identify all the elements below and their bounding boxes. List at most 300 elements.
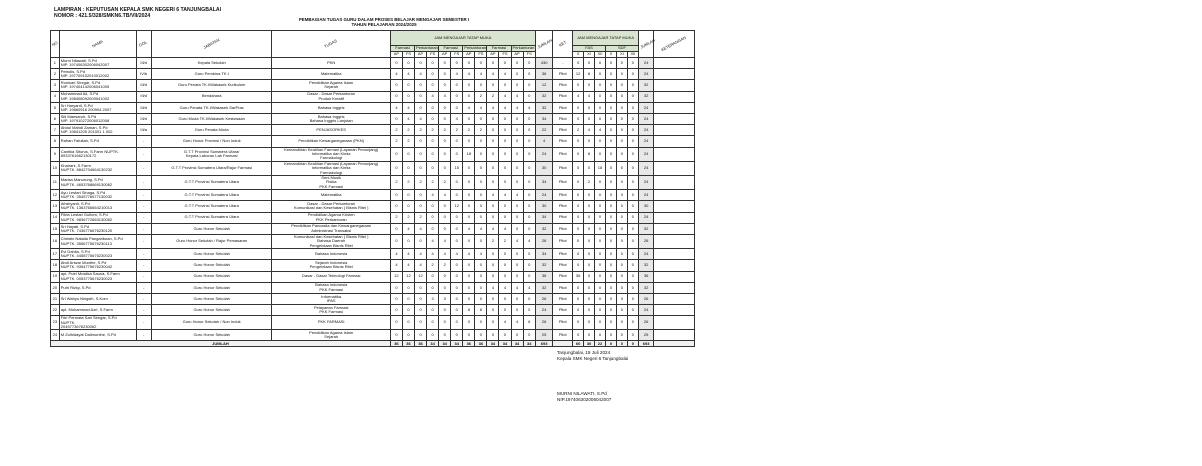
hour-cell: 4 [475, 69, 487, 80]
total-hour2-cell: 0 [605, 341, 616, 347]
col-no: NO [51, 31, 60, 58]
ket-cell: Pilot [553, 330, 573, 341]
hour-cell: 0 [511, 161, 523, 175]
hour2-cell: 0 [616, 293, 627, 304]
teacher-gol: - [136, 293, 151, 304]
hour-cell: 0 [415, 234, 427, 248]
teacher-name: Fitri Permata Sari Siregar, S.Pd NUPTK. 2045773676230062 [59, 316, 136, 330]
teacher-gol: - [136, 260, 151, 271]
hour-cell: 4 [451, 249, 463, 260]
hour2-cell: 0 [605, 161, 616, 175]
hour-cell: 0 [463, 282, 475, 293]
hour2-cell: 0 [616, 212, 627, 223]
hour2-cell: 0 [616, 190, 627, 201]
hours-total: 24 [638, 102, 653, 113]
hour2-cell: 0 [627, 58, 638, 69]
hour2-cell: 0 [616, 113, 627, 124]
hour-cell: 0 [402, 330, 414, 341]
hour-cell: 0 [402, 282, 414, 293]
teacher-name: Sri Hayati, S.Pd NUPTK. 7436776676230120 [59, 223, 136, 234]
table-row [51, 136, 695, 147]
hour-cell: 0 [451, 305, 463, 316]
total-hour-cell: 36 [475, 341, 487, 347]
hour2-cell: 8 [584, 147, 595, 161]
hour-cell: 0 [451, 223, 463, 234]
teacher-subject: Kemandirian Keahlian Farmasi (Layanan Penunjang) Informatika dan Kimia Farmakologi [272, 147, 390, 161]
hour-cell: 0 [451, 316, 463, 330]
hour2-cell: 0 [616, 175, 627, 189]
total-label: JUMLAH [51, 341, 391, 347]
total-sum: 693 [535, 341, 553, 347]
hour-cell: 2 [475, 125, 487, 136]
hour-cell: 0 [415, 190, 427, 201]
row-no: 6 [51, 113, 60, 124]
teacher-duty: Guru Honor Sekolah [151, 260, 272, 271]
hours-sum: 34 [535, 249, 553, 260]
hour2-cell: 0 [573, 80, 584, 91]
hour-cell: 2 [439, 175, 451, 189]
teacher-name: Evi Dahlia, S.Pd NUPTK. 4458775676230023 [59, 249, 136, 260]
hour-cell: 0 [390, 91, 402, 102]
teacher-name: Sri Haryanti, S.Pd NIP. 19860916 200904 2007 [59, 102, 136, 113]
teacher-duty: Bendahara [151, 91, 272, 102]
hour-cell: 0 [475, 212, 487, 223]
hour-cell: 0 [523, 330, 535, 341]
hour-cell: 0 [499, 293, 511, 304]
col-jabatan: JABATAN [151, 31, 272, 58]
teacher-subject: Bahasa Indonesia [272, 249, 390, 260]
hour-cell: 0 [390, 80, 402, 91]
teacher-subject: Seni Musik Fisika PKK Farmasi [272, 175, 390, 189]
teacher-name: Abdul Mahdi Zaman, S.Pd NIP. 19841205 201001 1 002 [59, 125, 136, 136]
hour-cell: 0 [415, 282, 427, 293]
col-nama: NAMA [59, 31, 136, 58]
keterangan-cell [654, 113, 695, 124]
hour-cell: 0 [475, 190, 487, 201]
teacher-duty: Guru Penata TK.I/Wakasek Kurikulum [151, 80, 272, 91]
teacher-gol: - [136, 330, 151, 341]
teacher-name: Siti Maesaroh, S.Pd NIP. 197910272006012008 [59, 113, 136, 124]
teacher-gol: - [136, 147, 151, 161]
hour-cell: 2 [390, 175, 402, 189]
hour2-cell: 0 [573, 175, 584, 189]
table-row [51, 330, 695, 341]
hour2-cell: 4 [584, 91, 595, 102]
hour-cell: 4 [390, 260, 402, 271]
teacher-duty: Guru Penata TK.I/Wakasek SarPras [151, 102, 272, 113]
hour-cell: 0 [511, 212, 523, 223]
hour-cell: 0 [487, 80, 499, 91]
teacher-name: Sri Wahyu Ningsih, S.Kom [59, 293, 136, 304]
hour2-cell: 4 [573, 91, 584, 102]
hour-cell: 0 [499, 249, 511, 260]
total-hour-cell: 34 [487, 341, 499, 347]
sub-col-header: FS [475, 52, 487, 58]
hours-sum: 32 [535, 223, 553, 234]
hour2-cell: 0 [595, 293, 606, 304]
hour-cell: 4 [439, 91, 451, 102]
row-no: 5 [51, 102, 60, 113]
teacher-duty: G.T.T Provinsi Sumatera Utara/Rajur Farmasi [151, 161, 272, 175]
teacher-subject: Bahasa Indonesia PKK Farmasi [272, 282, 390, 293]
hour2-cell: 0 [616, 316, 627, 330]
hour-cell: 0 [390, 113, 402, 124]
table-row [51, 190, 695, 201]
hour2-cell: 0 [584, 293, 595, 304]
hour2-cell: 0 [584, 80, 595, 91]
hour-cell: 2 [499, 234, 511, 248]
hour-cell: 0 [499, 147, 511, 161]
hour2-cell: 0 [573, 249, 584, 260]
hours-total: 24 [638, 161, 653, 175]
sub-col-header: AP [487, 52, 499, 58]
hours-total: 24 [638, 212, 653, 223]
hour2-cell: 0 [573, 212, 584, 223]
hour2-cell: 0 [595, 201, 606, 212]
hour-cell: 0 [390, 190, 402, 201]
hour2-cell: 0 [605, 69, 616, 80]
hour2-cell: 0 [627, 69, 638, 80]
teacher-subject: Sejarah Indonesia Pengelolaan Bisnis Ritel [272, 260, 390, 271]
hour-cell: 0 [439, 330, 451, 341]
hour-cell: 0 [451, 190, 463, 201]
hour2-cell: 0 [595, 282, 606, 293]
sub-col-header: FS [451, 52, 463, 58]
teacher-duty: Guru Honor Provinsi / Non Induk [151, 136, 272, 147]
keterangan-cell [654, 282, 695, 293]
hour2-cell: 0 [584, 316, 595, 330]
hour-cell: 4 [511, 234, 523, 248]
hour2-cell: 0 [584, 271, 595, 282]
sub2-col-header: XII [595, 52, 606, 58]
hour-cell: 0 [487, 58, 499, 69]
group-header: FAS [573, 46, 606, 52]
hours-sum: 36 [535, 271, 553, 282]
hour2-cell: 0 [573, 147, 584, 161]
hour2-cell: 0 [605, 330, 616, 341]
hour-cell: 0 [451, 175, 463, 189]
teacher-gol: - [136, 175, 151, 189]
ket-cell: Pilot [553, 260, 573, 271]
document-title [0, 17, 768, 27]
hour-cell: 0 [487, 201, 499, 212]
ket-cell: Pilot [553, 305, 573, 316]
hour2-cell: 0 [605, 316, 616, 330]
teacher-duty: Guru Honor Sekolah [151, 271, 272, 282]
group-header: Perkantoran [416, 45, 438, 51]
hour-cell: 0 [451, 260, 463, 271]
hour-cell: 0 [511, 305, 523, 316]
hour-cell: 0 [390, 58, 402, 69]
row-no: 18 [51, 260, 60, 271]
row-no: 11 [51, 175, 60, 189]
hour-cell: 0 [439, 271, 451, 282]
hour-cell: 0 [402, 58, 414, 69]
table-row [51, 125, 695, 136]
hour-cell: 0 [427, 161, 439, 175]
table-row [51, 260, 695, 271]
keterangan-cell [654, 190, 695, 201]
hour-cell: 0 [415, 316, 427, 330]
hours-sum: 26 [535, 293, 553, 304]
hour-cell: 4 [463, 249, 475, 260]
hour-cell: 0 [511, 330, 523, 341]
teacher-name: Fitria Lestari Gultom, S.Pd NUPTK. 9836772663130062 [59, 212, 136, 223]
teacher-duty: Guru Honor Sekolah / Non Induk [151, 316, 272, 330]
hour-cell: 4 [390, 69, 402, 80]
row-no: 24 [51, 330, 60, 341]
sub2-col-header: X [605, 52, 616, 58]
hour-cell: 0 [451, 330, 463, 341]
hour-cell: 0 [439, 223, 451, 234]
hour-cell: 0 [523, 190, 535, 201]
hour-cell: 0 [475, 175, 487, 189]
teacher-subject: PENJASORKES [272, 125, 390, 136]
teacher-subject: Pendidikan Kewarganegaraan (PKN) [272, 136, 390, 147]
hour-cell: 0 [523, 113, 535, 124]
teacher-name: Muhammad Ali, S.Pd NIP. 198408092009041002 [59, 91, 136, 102]
hour-cell: 2 [487, 234, 499, 248]
hour-cell: 0 [487, 136, 499, 147]
hour2-cell: 4 [595, 125, 606, 136]
hour-cell: 18 [463, 147, 475, 161]
hour-cell: 0 [511, 175, 523, 189]
table-row [51, 69, 695, 80]
hour-cell: 0 [415, 58, 427, 69]
hour-cell: 0 [511, 113, 523, 124]
hour2-cell: 0 [595, 316, 606, 330]
teacher-name: Cantika Sitorus, S.Farm NUPTK. 8933761662130172 [59, 147, 136, 161]
hour-cell: 2 [415, 212, 427, 223]
hours-total: 32 [638, 80, 653, 91]
hour-cell: 0 [439, 102, 451, 113]
hour2-cell: 0 [584, 212, 595, 223]
hour-cell: 0 [511, 223, 523, 234]
hour-cell: 12 [451, 201, 463, 212]
teacher-name: Petrolis, S.Pd NIP. 197709102010012002 [59, 69, 136, 80]
hour2-cell: 0 [573, 161, 584, 175]
row-no: 12 [51, 190, 60, 201]
hour-cell: 0 [402, 80, 414, 91]
hours-sum: 32 [535, 282, 553, 293]
hour-cell: 4 [439, 234, 451, 248]
schedule-table [50, 30, 695, 347]
hour-cell: 0 [439, 113, 451, 124]
hour-cell: 0 [415, 305, 427, 316]
row-no: 16 [51, 234, 60, 248]
keterangan-cell [654, 249, 695, 260]
ket-cell: Pilot [553, 80, 573, 91]
hour-cell: 0 [402, 316, 414, 330]
hour2-cell: 0 [595, 58, 606, 69]
hour-cell: 4 [475, 223, 487, 234]
hour-cell: 0 [511, 293, 523, 304]
ket-cell: Pilot [553, 249, 573, 260]
total-hour2-cell: 0 [627, 341, 638, 347]
hour2-cell: 0 [605, 234, 616, 248]
hours-total: 32 [638, 223, 653, 234]
hour-cell: 0 [427, 282, 439, 293]
hour-cell: 0 [463, 330, 475, 341]
hour2-cell: 0 [584, 201, 595, 212]
hour-cell: 0 [463, 190, 475, 201]
hour-cell: 0 [523, 305, 535, 316]
hour2-cell: 0 [573, 223, 584, 234]
hours-sum: 24 [535, 147, 553, 161]
hour-cell: 0 [499, 201, 511, 212]
hour-cell: 4 [523, 282, 535, 293]
hour-cell: 0 [439, 136, 451, 147]
sub-col-header: AP [463, 52, 475, 58]
hour2-cell: 0 [627, 161, 638, 175]
row-no: 7 [51, 125, 60, 136]
hour2-cell: 0 [584, 113, 595, 124]
table-row [51, 271, 695, 282]
hours-sum: 34 [535, 175, 553, 189]
ket-cell: Pilot [553, 271, 573, 282]
hour2-cell: 0 [595, 249, 606, 260]
hour-cell: 0 [427, 271, 439, 282]
ket-cell: - [553, 58, 573, 69]
hour-cell: 0 [523, 293, 535, 304]
teacher-subject: Pendidikan Agama Islam Sejarah [272, 80, 390, 91]
teacher-name: Ronisari Siregar, S.Pd NIP. 197404142006041005 [59, 80, 136, 91]
table-row [51, 282, 695, 293]
col-gol: GOL [136, 31, 151, 58]
total-grand: 693 [638, 341, 653, 347]
hour2-cell: 0 [595, 260, 606, 271]
table-row [51, 293, 695, 304]
hour-cell: 4 [499, 102, 511, 113]
teacher-subject: Komunikasi dan Kesehatan ( Bisnis Ritel ) Bahasa Daerah Pengelolaan Bisnis Ritel [272, 234, 390, 248]
hour-cell: 0 [451, 136, 463, 147]
teacher-duty: G.T.T Provinsi Sumatera Utara [151, 190, 272, 201]
teacher-name: Marisa Manurung, S.Pd NUPTK. 4653768669130062 [59, 175, 136, 189]
ket-cell: Pilot [553, 190, 573, 201]
hour2-cell: 0 [595, 190, 606, 201]
hours-sum: 26 [535, 234, 553, 248]
hour-cell: 0 [390, 282, 402, 293]
ket-cell: Pilot [553, 102, 573, 113]
group-header: Perkantoran [512, 45, 535, 51]
hours-total: 32 [638, 260, 653, 271]
hour2-cell: 0 [595, 175, 606, 189]
hour-cell: 0 [439, 305, 451, 316]
total-hour-cell: 36 [390, 341, 402, 347]
hour-cell: 4 [487, 69, 499, 80]
table-row [51, 201, 695, 212]
hour2-cell: 0 [616, 161, 627, 175]
hours-sum: 22 [535, 125, 553, 136]
hour2-cell: 0 [595, 147, 606, 161]
hour2-cell: 0 [595, 212, 606, 223]
hour-cell: 0 [499, 58, 511, 69]
hour-cell: 0 [463, 58, 475, 69]
hour-cell: 0 [439, 80, 451, 91]
hour-cell: 0 [427, 147, 439, 161]
hour-cell: 4 [451, 69, 463, 80]
hour-cell: 0 [475, 234, 487, 248]
hour-cell: 0 [511, 69, 523, 80]
hour-cell: 4 [463, 102, 475, 113]
nomor-line: NOMOR : 421.5/328/SMKN6.TB/VII/2024 [54, 13, 151, 19]
hour-cell: 0 [511, 125, 523, 136]
total-hour2-cell: 22 [595, 341, 606, 347]
hour-cell: 4 [427, 234, 439, 248]
hours-total: 26 [638, 293, 653, 304]
hour-cell: 0 [487, 249, 499, 260]
hour-cell: 2 [402, 212, 414, 223]
ket-cell: Pilot [553, 234, 573, 248]
hour-cell: 0 [487, 113, 499, 124]
teacher-subject: Dasar - Dasar Teknologi Farmasi [272, 271, 390, 282]
teacher-subject: Pendidikan Agama Islam Sejarah [272, 330, 390, 341]
hour-cell: 0 [487, 330, 499, 341]
hour2-cell: 0 [616, 234, 627, 248]
hour2-cell: 0 [584, 234, 595, 248]
teacher-duty: Guru Muda TK.I/Wakasek Kesiswaan [151, 113, 272, 124]
row-no: 9 [51, 147, 60, 161]
ket-cell: Pilot [553, 69, 573, 80]
hour2-cell: 0 [627, 293, 638, 304]
hour2-cell: 0 [595, 91, 606, 102]
hour2-cell: 0 [573, 305, 584, 316]
hour2-cell: 0 [605, 249, 616, 260]
hour-cell: 4 [427, 91, 439, 102]
hour-cell: 4 [511, 102, 523, 113]
hour-cell: 0 [390, 330, 402, 341]
keterangan-cell [654, 125, 695, 136]
teacher-gol: - [136, 201, 151, 212]
hour-cell: 2 [390, 125, 402, 136]
hour2-cell: 0 [616, 201, 627, 212]
signatory-position: Kepala SMK Negeri 6 Tanjungbalai [557, 355, 629, 361]
hours-sum: 34 [535, 212, 553, 223]
hour-cell: 0 [451, 282, 463, 293]
hour-cell: 0 [427, 305, 439, 316]
hour-cell: 0 [463, 271, 475, 282]
hour-cell: 0 [499, 330, 511, 341]
sub-col-header: FS [523, 52, 535, 58]
hour-cell: 0 [499, 271, 511, 282]
hour-cell: 0 [402, 201, 414, 212]
keterangan-cell [654, 316, 695, 330]
hour-cell: 0 [427, 223, 439, 234]
teacher-name: apt. Putri Mustika Sauna, S.Farm NUPTK. 0053775676230023 [59, 271, 136, 282]
hour-cell: 2 [402, 175, 414, 189]
hour-cell: 0 [390, 305, 402, 316]
hour2-cell: 0 [584, 161, 595, 175]
hour2-cell: 0 [616, 330, 627, 341]
hour-cell: 4 [499, 69, 511, 80]
hour-cell: 0 [487, 161, 499, 175]
ket-cell: Pilot [553, 91, 573, 102]
total-hour-cell: 34 [427, 341, 439, 347]
teacher-gol: - [136, 271, 151, 282]
ket-cell: Pilot [553, 113, 573, 124]
hour2-cell: 0 [573, 102, 584, 113]
hour-cell: 0 [523, 223, 535, 234]
total-keterangan [654, 341, 695, 347]
hour-cell: 0 [487, 316, 499, 330]
hour-cell: 2 [475, 91, 487, 102]
hour-cell: 0 [475, 271, 487, 282]
sub2-col-header: X [573, 52, 584, 58]
hour2-cell: 0 [627, 201, 638, 212]
teacher-gol: III/d [136, 58, 151, 69]
hour2-cell: 0 [573, 234, 584, 248]
hour2-cell: 0 [595, 80, 606, 91]
